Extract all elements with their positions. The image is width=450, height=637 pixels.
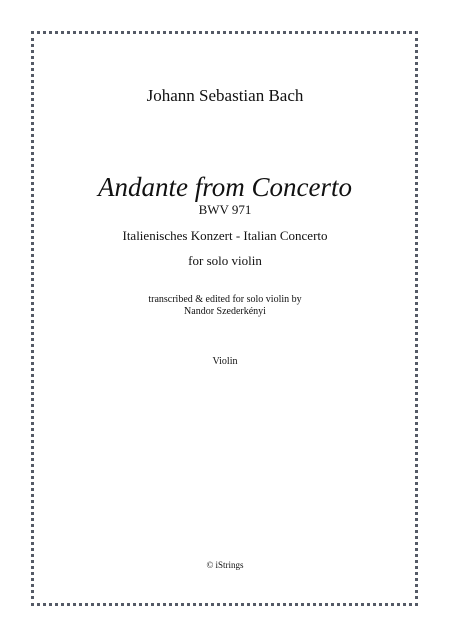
transcription-credit: transcribed & edited for solo violin by: [148, 294, 302, 305]
catalog-number: BWV 971: [198, 202, 252, 217]
part-name: Violin: [212, 356, 238, 367]
composer-name: Johann Sebastian Bach: [146, 86, 304, 105]
arranger-name: Nandor Szederkényi: [184, 306, 266, 317]
piece-subtitle: Italienisches Konzert - Italian Concerto: [122, 228, 328, 243]
piece-title: Andante from Concerto: [98, 172, 352, 202]
instrumentation: for solo violin: [188, 253, 262, 268]
copyright-notice: © iStrings: [206, 560, 244, 570]
page-border: [31, 31, 418, 606]
